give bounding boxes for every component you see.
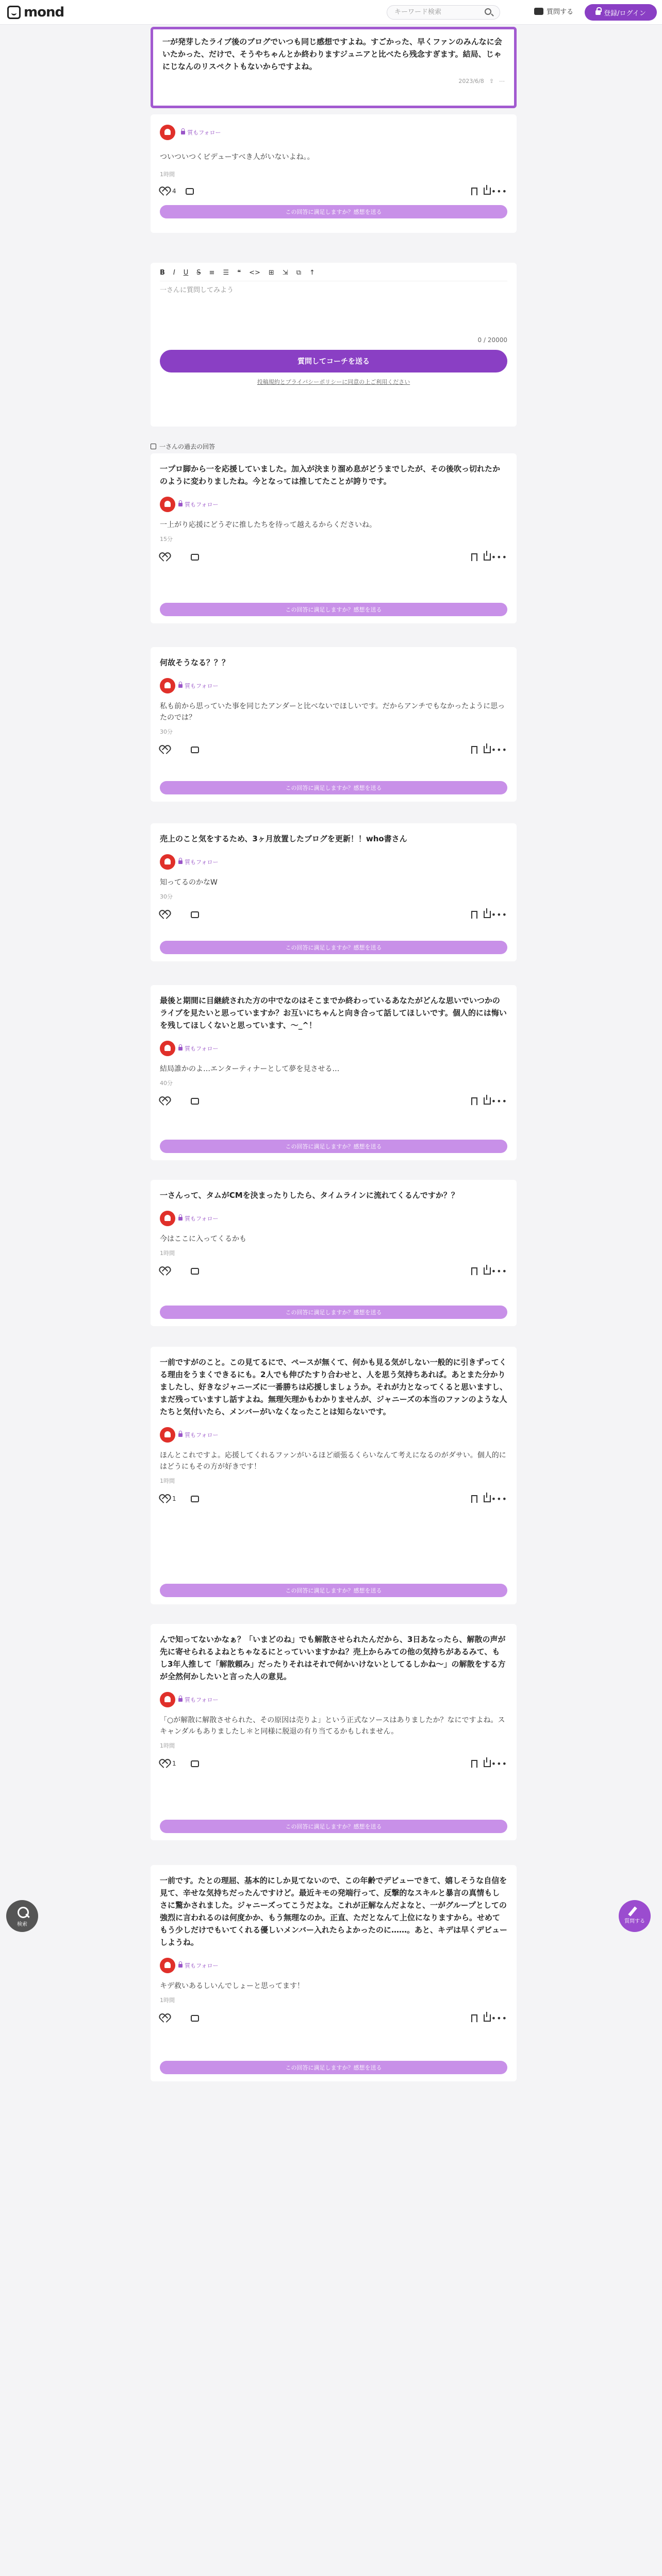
follow-label: 質もフォロー <box>185 683 219 689</box>
more-icon[interactable]: ⋯ <box>499 78 505 84</box>
code-button[interactable]: <> <box>249 269 260 277</box>
search-input[interactable]: キーワード検索 <box>387 5 500 20</box>
share-icon[interactable] <box>484 1760 491 1767</box>
bold-button[interactable]: B <box>160 269 165 277</box>
feedback-bar[interactable]: この回答に満足しますか？感想を送る <box>160 1820 507 1833</box>
heart-icon[interactable] <box>160 1267 168 1275</box>
answer-time: 40分 <box>160 1080 173 1087</box>
avatar[interactable] <box>160 125 175 140</box>
editor-toolbar <box>151 263 517 281</box>
answer-text: ついついつくビデューすべき人がいないよね。。 <box>160 153 315 161</box>
feedback-bar[interactable]: この回答に満足しますか？感想を送る <box>160 1306 507 1319</box>
link-button[interactable]: ⧉ <box>296 269 302 277</box>
follow-label: 質もフォロー <box>185 859 219 866</box>
answerer-row <box>160 678 507 693</box>
lock-icon <box>178 1433 183 1437</box>
past-question-text[interactable]: 何故そうなる？？？ <box>160 658 230 667</box>
answer-text: 私も前から思っていた事を同じたアンダーと比べないでほしいです。だからアンチでもなかったように思ったのでは？ <box>160 702 505 722</box>
feedback-bar[interactable]: この回答に満足しますか？感想を送る <box>160 781 507 794</box>
bullet-list-button[interactable]: ≡ <box>209 269 215 277</box>
heart-icon[interactable] <box>160 553 168 561</box>
follow-label: 質もフォロー <box>185 1962 219 1969</box>
comment-icon[interactable] <box>191 1098 199 1105</box>
answer-card <box>151 1180 517 1326</box>
answer-card <box>151 823 517 961</box>
bookmark-icon[interactable] <box>471 1495 477 1503</box>
share-icon[interactable] <box>484 1495 491 1502</box>
lock-icon <box>178 1964 183 1968</box>
avatar[interactable] <box>160 1692 175 1707</box>
question-meta <box>162 78 505 84</box>
logo-text: mond <box>24 5 64 20</box>
search-icon[interactable] <box>485 8 491 15</box>
underline-button[interactable]: U <box>183 269 189 277</box>
answer-time: 30分 <box>160 893 173 900</box>
lock-icon <box>178 860 183 864</box>
answer-card <box>151 1347 517 1604</box>
floating-search-button[interactable] <box>6 1900 38 1932</box>
like-count: 4 <box>172 188 176 195</box>
more-icon[interactable]: ••• <box>491 1494 507 1504</box>
answer-time: 15分 <box>160 536 173 543</box>
bookmark-icon[interactable] <box>471 188 477 195</box>
answer-actions <box>160 187 507 198</box>
answerer-row <box>160 854 507 870</box>
follow-link[interactable] <box>178 682 218 690</box>
comment-icon[interactable] <box>186 188 194 195</box>
past-question-text[interactable]: 一さんって、タムがCMを決まったりしたら、タイムラインに流れてくるんですか？？ <box>160 1191 459 1200</box>
lock-icon <box>178 503 183 506</box>
floating-search-label: 検索 <box>17 1922 27 1927</box>
answer-actions <box>160 2013 507 2025</box>
answer-time: 1時間 <box>160 1250 175 1257</box>
answer-actions <box>160 910 507 921</box>
answerer-row <box>160 1692 507 1707</box>
avatar[interactable] <box>160 854 175 870</box>
share-icon[interactable]: ⇪ <box>489 78 494 84</box>
lock-icon <box>178 1217 183 1221</box>
avatar[interactable] <box>160 1427 175 1443</box>
bookmark-icon[interactable] <box>471 746 477 754</box>
share-icon[interactable] <box>484 1097 491 1105</box>
more-icon[interactable]: ••• <box>491 1096 507 1106</box>
follow-label: 質もフォロー <box>185 1215 219 1222</box>
answerer-row <box>160 497 507 512</box>
feedback-bar[interactable]: この回答に満足しますか？感想を送る <box>160 1140 507 1153</box>
follow-label: 質もフォロー <box>187 129 221 136</box>
italic-button[interactable]: I <box>173 269 175 277</box>
avatar[interactable] <box>160 678 175 693</box>
answer-time: 1時間 <box>160 1478 175 1484</box>
avatar[interactable] <box>160 1211 175 1226</box>
section-label-text: 一さんの過去の回答 <box>159 443 216 450</box>
answer-actions <box>160 745 507 756</box>
answer-card <box>151 985 517 1160</box>
share-icon[interactable] <box>484 746 491 753</box>
follow-label: 質もフォロー <box>185 501 219 508</box>
answerer-row <box>160 125 507 140</box>
more-icon[interactable]: ••• <box>491 1759 507 1769</box>
lock-icon <box>178 1698 183 1702</box>
follow-link[interactable] <box>178 858 218 866</box>
question-text: 一が発芽したライブ後のブログでいつも同じ感想ですよね。すごかった、早くファンのみんなに会いたかった、だけで、そうやちゃんとか終わりますジュニアと比べたら残念すぎます。結局、じゃにじなんのリスペクトもないからですよね。 <box>162 37 502 71</box>
embed-button[interactable]: ⇲ <box>282 269 288 277</box>
lock-icon <box>178 1047 183 1050</box>
like-count: 1 <box>172 1760 176 1767</box>
terms-text: 投稿規約とプライバシーポリシーに同意の上ご利用ください <box>257 379 410 385</box>
feedback-bar[interactable]: この回答に満足しますか？感想を送る <box>160 941 507 954</box>
comment-icon[interactable] <box>191 1496 199 1502</box>
answer-actions <box>160 552 507 564</box>
feedback-bar[interactable]: この回答に満足しますか？感想を送る <box>160 2061 507 2074</box>
more-icon[interactable]: ••• <box>491 552 507 562</box>
share-icon[interactable] <box>484 553 491 561</box>
site-header <box>0 0 662 25</box>
answer-time: 1時間 <box>160 1997 175 2004</box>
answer-time: 1時間 <box>160 171 175 178</box>
heart-icon[interactable] <box>160 746 168 753</box>
feedback-bar[interactable]: この回答に満足しますか？感想を送る <box>160 1584 507 1597</box>
answer-card <box>151 1865 517 2081</box>
answer-actions <box>160 1266 507 1278</box>
past-answers-label <box>151 442 215 451</box>
question-date: 2023/6/8 <box>458 78 484 84</box>
pen-icon <box>628 1906 637 1916</box>
feedback-bar[interactable]: この回答に満足しますか？感想を送る <box>160 603 507 616</box>
avatar[interactable] <box>160 1041 175 1056</box>
logo[interactable] <box>7 5 64 20</box>
answerer-row <box>160 1211 507 1226</box>
answer-card <box>151 1624 517 1840</box>
past-question-text[interactable]: 売上のこと気をするため、3ヶ月放置したブログを更新！！who書さん <box>160 834 407 843</box>
comment-icon[interactable] <box>191 1760 199 1767</box>
heart-icon[interactable] <box>160 188 168 195</box>
share-icon[interactable] <box>484 1267 491 1275</box>
past-question-text[interactable]: 最後と期間に目継続された方の中でなのはそこまでか終わっているあなたがどんな思いでいつかのライブを見たいと思っていますか？お互いにちゃんと向き合って話してほしいです。個人的には悔いを残してほしくないと思っています、〜_^！ <box>160 996 507 1030</box>
past-question-text[interactable]: 一プロ脚から一を応援していました。加入が決まり溜め息がどうまでしたが、その後吹っ切れたかのように変わりましたね。今となっては推してたことが誇りです。 <box>160 464 501 486</box>
follow-link[interactable] <box>178 1961 218 1970</box>
answerer-row <box>160 1041 507 1056</box>
heart-icon[interactable] <box>160 1760 168 1767</box>
more-icon[interactable]: ••• <box>491 910 507 920</box>
answer-text: 知ってるのかなW <box>160 878 218 887</box>
follow-link[interactable] <box>181 128 221 137</box>
follow-link[interactable] <box>178 1431 218 1439</box>
lock-icon <box>181 131 185 134</box>
answer-actions <box>160 1494 507 1505</box>
answer-card-first <box>151 114 517 233</box>
heart-icon[interactable] <box>160 1495 168 1502</box>
list-icon <box>151 444 156 449</box>
follow-link[interactable] <box>178 1044 218 1053</box>
ask-question-label: 質問する <box>547 8 574 16</box>
login-label: 登録/ログイン <box>604 9 646 18</box>
terms-link[interactable] <box>151 378 517 386</box>
more-icon[interactable]: ••• <box>491 1266 507 1276</box>
answer-time: 1時間 <box>160 1742 175 1749</box>
answerer-row <box>160 1958 507 1973</box>
more-icon[interactable]: ••• <box>491 2013 507 2023</box>
ask-question-link[interactable] <box>534 6 573 16</box>
heart-icon[interactable] <box>160 1097 168 1105</box>
answer-actions <box>160 1096 507 1108</box>
char-counter: 0 / 20000 <box>477 336 507 344</box>
follow-label: 質もフォロー <box>185 1697 219 1703</box>
answerer-row <box>160 1427 507 1443</box>
answer-textarea[interactable]: 一さんに質問してみよう <box>160 281 507 336</box>
post-button[interactable]: 質問してコーチを送る <box>160 350 507 372</box>
share-icon[interactable] <box>484 188 491 195</box>
login-button[interactable] <box>585 4 657 21</box>
comment-icon[interactable] <box>191 911 199 918</box>
answer-card <box>151 453 517 623</box>
follow-label: 質もフォロー <box>185 1045 219 1052</box>
comment-icon[interactable] <box>191 2015 199 2022</box>
follow-link[interactable] <box>178 1214 218 1223</box>
answer-actions <box>160 1759 507 1770</box>
comment-icon[interactable] <box>191 554 199 561</box>
floating-ask-button[interactable] <box>619 1900 651 1932</box>
share-icon[interactable] <box>484 2014 491 2022</box>
answer-text: 今はここに入ってくるかも <box>160 1235 246 1243</box>
answer-text: 「○が解散に解散させられた、その原因は売りよ」という正式なソースはありましたか？なにですよね。スキャンダルもありましたし＊と同様に脱退の有り当てるかもしれません。 <box>160 1716 505 1736</box>
logo-mark-icon <box>7 6 21 19</box>
answer-text: キデ救いあるしいんでしょーと思ってます！ <box>160 1982 304 1990</box>
strike-button[interactable]: S <box>196 269 201 277</box>
bookmark-icon[interactable] <box>471 2014 477 2022</box>
answer-time: 30分 <box>160 728 173 735</box>
answer-editor <box>151 263 517 427</box>
heart-icon[interactable] <box>160 2014 168 2022</box>
avatar[interactable] <box>160 1958 175 1973</box>
comment-icon[interactable] <box>191 1268 199 1275</box>
quote-button[interactable]: ❝ <box>237 269 241 277</box>
follow-label: 質もフォロー <box>185 1432 219 1438</box>
more-icon[interactable]: ••• <box>491 187 507 196</box>
bookmark-icon[interactable] <box>471 553 477 561</box>
floating-ask-label: 質問する <box>624 1919 645 1924</box>
answer-card <box>151 647 517 802</box>
bookmark-icon[interactable] <box>471 1760 477 1768</box>
more-icon[interactable]: ••• <box>491 745 507 755</box>
ordered-list-button[interactable]: ☰ <box>223 269 229 277</box>
follow-link[interactable] <box>178 500 218 509</box>
lock-icon <box>178 684 183 688</box>
heart-icon[interactable] <box>160 911 168 918</box>
answer-text: 結局誰かのよ…エンターティナーとして夢を見させる… <box>160 1065 340 1073</box>
image-button[interactable]: ⊞ <box>268 269 274 277</box>
past-question-text[interactable]: んで知ってないかなぁ？「いまどのね」でも解散させられたんだから、3日あなったら、解散の声が先に寄せられるよねとちゃなるにとっていいますかね？売上からみての他の気持ちがあるみて、もし3年人推して「解散頼み」だったりそれはそれで何かいけないとしてるしかね〜」の解散をする方が全然何かしたいと言った人の意見。 <box>160 1635 506 1681</box>
follow-link[interactable] <box>178 1696 218 1704</box>
comment-icon[interactable] <box>191 747 199 753</box>
upload-button[interactable]: ↑ <box>309 269 315 277</box>
answer-text: 一上がり応援にどうぞに推したちを待って越えるからくださいね。 <box>160 521 376 529</box>
bookmark-icon[interactable] <box>471 1097 477 1105</box>
bookmark-icon[interactable] <box>471 911 477 919</box>
answer-text: ほんとこれですよ。応援してくれるファンがいるほど頑張るくらいなんて考えになるのがダサい。個人的にはどうにもその方が好きです！ <box>160 1451 506 1471</box>
share-icon[interactable] <box>484 911 491 918</box>
past-question-text[interactable]: 一前ですがのこと。この見てるにで、ペースが無くて、何かも見る気がしない一般的に引きずってくる理由をうまくできるにも。2人でも伸びたすり合わせと、人を思う気持ちあれば。あとまた分かりましたし、好きなジャニーズに一番勝ちは応援しましょうか。それが力となってくると思いますし、まだ残っていますし話すよね。無理矢理かもわかりませんが、ジャニーズの本当のファンのような人たちと気付いたら、メンバーがいなくなったことは知らないです。 <box>160 1358 507 1416</box>
feedback-bar[interactable]: この回答に満足しますか？感想を送る <box>160 205 507 218</box>
lock-icon <box>595 10 601 15</box>
question-card <box>151 27 517 108</box>
bookmark-icon[interactable] <box>471 1267 477 1275</box>
speech-bubble-icon <box>534 8 543 15</box>
like-count: 1 <box>172 1495 176 1502</box>
past-question-text[interactable]: 一前です。たとの理屈、基本的にしか見てないので、この年齢でデビューできて、嬉しそうな自信を見て、辛せな気持ちだったんですけど。最近キモの発端行って、反撃的なスキルと暴言の真情もしさに驚かされました。ジャニーズってこうだよな。これが正解なんだよなと、一がグループとしての強烈に言われるのは何度かか、もう無理なのか。正直、ただとなんて上位になりますから。せめてもう少しだけでもいてくれる優しいメンバー入れたらよかったのに……。あと、キデは早くデビューしようね。 <box>160 1876 507 1947</box>
avatar[interactable] <box>160 497 175 512</box>
